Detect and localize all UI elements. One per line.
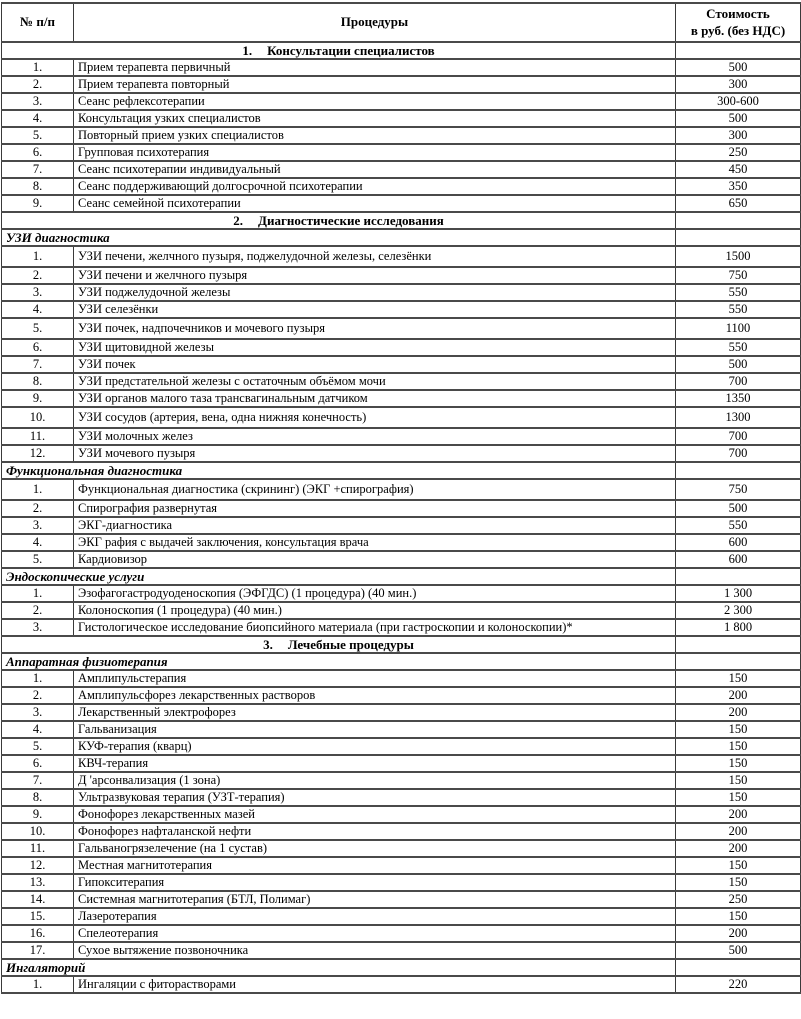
procedure-name: Сеанс семейной психотерапии (74, 195, 676, 212)
procedure-name: Сухое вытяжение позвоночника (74, 942, 676, 959)
subsection-title: Функциональная диагностика (2, 462, 676, 479)
row-number: 13. (2, 874, 74, 891)
procedure-price: 150 (676, 857, 801, 874)
procedure-name: КУФ-терапия (кварц) (74, 738, 676, 755)
price-table (1, 2, 801, 994)
table-row (2, 373, 801, 390)
procedure-name: Спелеотерапия (74, 925, 676, 942)
procedure-name: Амплипульсфорез лекарственных растворов (74, 687, 676, 704)
procedure-price: 700 (676, 445, 801, 462)
procedure-name: УЗИ почек (74, 356, 676, 373)
table-row (2, 76, 801, 93)
row-number: 4. (2, 110, 74, 127)
procedure-price: 700 (676, 428, 801, 445)
procedure-price: 450 (676, 161, 801, 178)
table-row (2, 93, 801, 110)
row-number: 2. (2, 687, 74, 704)
column-header-cost (676, 3, 801, 42)
row-number: 8. (2, 373, 74, 390)
procedure-name: Сеанс психотерапии индивидуальный (74, 161, 676, 178)
empty-price-cell (676, 229, 801, 246)
table-row (2, 891, 801, 908)
procedure-name: Прием терапевта первичный (74, 59, 676, 76)
subsection-row (2, 653, 801, 670)
section-title (2, 212, 676, 229)
procedure-price: 150 (676, 772, 801, 789)
row-number: 6. (2, 755, 74, 772)
procedure-price: 750 (676, 479, 801, 500)
table-row (2, 445, 801, 462)
row-number: 7. (2, 161, 74, 178)
table-row (2, 246, 801, 267)
procedure-price: 250 (676, 144, 801, 161)
procedure-name: Гальваногрязелечение (на 1 сустав) (74, 840, 676, 857)
procedure-price: 650 (676, 195, 801, 212)
procedure-name: Групповая психотерапия (74, 144, 676, 161)
procedure-price: 200 (676, 806, 801, 823)
procedure-price: 150 (676, 738, 801, 755)
row-number: 3. (2, 517, 74, 534)
procedure-name: Местная магнитотерапия (74, 857, 676, 874)
table-row (2, 339, 801, 356)
procedure-price: 150 (676, 755, 801, 772)
procedure-name: УЗИ селезёнки (74, 301, 676, 318)
procedure-name: Гальванизация (74, 721, 676, 738)
table-row (2, 721, 801, 738)
table-row (2, 428, 801, 445)
row-number: 17. (2, 942, 74, 959)
procedure-price: 500 (676, 500, 801, 517)
row-number: 9. (2, 195, 74, 212)
table-row (2, 925, 801, 942)
table-row (2, 407, 801, 428)
row-number: 7. (2, 772, 74, 789)
column-header-number: № п/п (2, 3, 74, 42)
procedure-price: 750 (676, 267, 801, 284)
subsection-title: Ингаляторий (2, 959, 676, 976)
procedure-price: 550 (676, 339, 801, 356)
table-row (2, 551, 801, 568)
procedure-price: 300-600 (676, 93, 801, 110)
section-row (2, 636, 801, 653)
procedure-price: 200 (676, 840, 801, 857)
procedure-price: 200 (676, 925, 801, 942)
row-number: 12. (2, 445, 74, 462)
procedure-price: 150 (676, 789, 801, 806)
section-row (2, 212, 801, 229)
row-number: 2. (2, 602, 74, 619)
empty-price-cell (676, 212, 801, 229)
procedure-name: Прием терапевта повторный (74, 76, 676, 93)
empty-price-cell (676, 42, 801, 59)
table-row (2, 738, 801, 755)
procedure-name: Ультразвуковая терапия (УЗТ-терапия) (74, 789, 676, 806)
row-number: 14. (2, 891, 74, 908)
table-row (2, 704, 801, 721)
procedure-name: УЗИ органов малого таза трансвагинальным датчиком (74, 390, 676, 407)
table-row (2, 144, 801, 161)
procedure-name: КВЧ-терапия (74, 755, 676, 772)
row-number: 3. (2, 704, 74, 721)
procedure-name: Сеанс рефлексотерапии (74, 93, 676, 110)
procedure-price: 1100 (676, 318, 801, 339)
procedure-name: УЗИ сосудов (артерия, вена, одна нижняя конечность) (74, 407, 676, 428)
row-number: 11. (2, 840, 74, 857)
table-row (2, 874, 801, 891)
procedure-name: УЗИ почек, надпочечников и мочевого пузыря (74, 318, 676, 339)
procedure-name: Лекарственный электрофорез (74, 704, 676, 721)
cost-header-line1: Стоимость (706, 6, 770, 22)
row-number: 11. (2, 428, 74, 445)
row-number: 2. (2, 267, 74, 284)
empty-price-cell (676, 653, 801, 670)
row-number: 1. (2, 585, 74, 602)
row-number: 2. (2, 500, 74, 517)
subsection-row (2, 959, 801, 976)
row-number: 1. (2, 479, 74, 500)
row-number: 9. (2, 806, 74, 823)
procedure-price: 600 (676, 534, 801, 551)
procedure-name: УЗИ печени и желчного пузыря (74, 267, 676, 284)
subsection-row (2, 568, 801, 585)
procedure-price: 2 300 (676, 602, 801, 619)
subsection-row (2, 462, 801, 479)
section-row (2, 42, 801, 59)
procedure-name: УЗИ молочных желез (74, 428, 676, 445)
table-row (2, 390, 801, 407)
procedure-price: 300 (676, 76, 801, 93)
procedure-price: 250 (676, 891, 801, 908)
row-number: 5. (2, 738, 74, 755)
row-number: 7. (2, 356, 74, 373)
procedure-name: Д 'арсонвализация (1 зона) (74, 772, 676, 789)
row-number: 6. (2, 339, 74, 356)
procedure-price: 220 (676, 976, 801, 993)
table-row (2, 195, 801, 212)
row-number: 10. (2, 407, 74, 428)
procedure-price: 150 (676, 670, 801, 687)
table-row (2, 318, 801, 339)
row-number: 1. (2, 976, 74, 993)
procedure-price: 150 (676, 874, 801, 891)
procedure-name: Консультация узких специалистов (74, 110, 676, 127)
procedure-name: УЗИ поджелудочной железы (74, 284, 676, 301)
section-number: 1. (242, 42, 253, 58)
row-number: 4. (2, 534, 74, 551)
section-title (2, 636, 676, 653)
procedure-name: УЗИ предстательной железы с остаточным объёмом мочи (74, 373, 676, 390)
table-row (2, 806, 801, 823)
procedure-name: Функциональная диагностика (скрининг) (ЭКГ +спирография) (74, 479, 676, 500)
table-row (2, 517, 801, 534)
row-number: 8. (2, 789, 74, 806)
table-row (2, 284, 801, 301)
procedure-price: 1300 (676, 407, 801, 428)
row-number: 8. (2, 178, 74, 195)
table-row (2, 619, 801, 636)
procedure-price: 200 (676, 704, 801, 721)
row-number: 4. (2, 721, 74, 738)
subsection-title: УЗИ диагностика (2, 229, 676, 246)
cost-header-line2: в руб. (без НДС) (690, 22, 786, 38)
table-row (2, 479, 801, 500)
procedure-name: Гистологическое исследование биопсийного материала (при гастроскопии и колоноскопии)* (74, 619, 676, 636)
row-number: 3. (2, 619, 74, 636)
section-text: Лечебные процедуры (287, 636, 414, 652)
procedure-name: Сеанс поддерживающий долгосрочной психотерапии (74, 178, 676, 195)
procedure-price: 500 (676, 356, 801, 373)
table-row (2, 976, 801, 993)
table-row (2, 585, 801, 602)
subsection-title: Эндоскопические услуги (2, 568, 676, 585)
price-table-header (2, 3, 801, 42)
procedure-price: 150 (676, 908, 801, 925)
empty-price-cell (676, 959, 801, 976)
table-row (2, 59, 801, 76)
procedure-price: 550 (676, 284, 801, 301)
table-row (2, 789, 801, 806)
row-number: 9. (2, 390, 74, 407)
procedure-price: 500 (676, 110, 801, 127)
table-row (2, 772, 801, 789)
price-table-body (2, 42, 801, 993)
row-number: 12. (2, 857, 74, 874)
row-number: 16. (2, 925, 74, 942)
empty-price-cell (676, 568, 801, 585)
procedure-name: УЗИ щитовидной железы (74, 339, 676, 356)
procedure-price: 1350 (676, 390, 801, 407)
procedure-price: 550 (676, 301, 801, 318)
subsection-title: Аппаратная физиотерапия (2, 653, 676, 670)
procedure-name: Эзофагогастродуоденоскопия (ЭФГДС) (1 процедура) (40 мин.) (74, 585, 676, 602)
row-number: 1. (2, 670, 74, 687)
row-number: 5. (2, 318, 74, 339)
section-title (2, 42, 676, 59)
table-row (2, 840, 801, 857)
table-row (2, 670, 801, 687)
row-number: 2. (2, 76, 74, 93)
row-number: 4. (2, 301, 74, 318)
table-row (2, 267, 801, 284)
table-row (2, 110, 801, 127)
procedure-name: Фонофорез нафталанской нефти (74, 823, 676, 840)
procedure-price: 200 (676, 687, 801, 704)
table-row (2, 755, 801, 772)
procedure-price: 500 (676, 942, 801, 959)
procedure-price: 700 (676, 373, 801, 390)
row-number: 10. (2, 823, 74, 840)
row-number: 3. (2, 284, 74, 301)
procedure-name: Колоноскопия (1 процедура) (40 мин.) (74, 602, 676, 619)
procedure-name: ЭКГ-диагностика (74, 517, 676, 534)
procedure-name: ЭКГ рафия с выдачей заключения, консультация врача (74, 534, 676, 551)
row-number: 15. (2, 908, 74, 925)
row-number: 3. (2, 93, 74, 110)
procedure-price: 500 (676, 59, 801, 76)
table-row (2, 127, 801, 144)
table-row (2, 942, 801, 959)
section-number: 2. (233, 212, 244, 228)
procedure-name: УЗИ мочевого пузыря (74, 445, 676, 462)
table-row (2, 534, 801, 551)
column-header-procedures: Процедуры (74, 3, 676, 42)
table-row (2, 687, 801, 704)
section-text: Консультации специалистов (267, 42, 435, 58)
procedure-price: 600 (676, 551, 801, 568)
row-number: 1. (2, 59, 74, 76)
procedure-name: Лазеротерапия (74, 908, 676, 925)
procedure-name: Кардиовизор (74, 551, 676, 568)
empty-price-cell (676, 462, 801, 479)
section-text: Диагностические исследования (258, 212, 444, 228)
procedure-price: 150 (676, 721, 801, 738)
procedure-name: Ингаляции с фиторастворами (74, 976, 676, 993)
row-number: 1. (2, 246, 74, 267)
table-row (2, 823, 801, 840)
table-row (2, 857, 801, 874)
procedure-price: 550 (676, 517, 801, 534)
empty-price-cell (676, 636, 801, 653)
table-row (2, 178, 801, 195)
procedure-price: 1 300 (676, 585, 801, 602)
table-row (2, 356, 801, 373)
procedure-name: Гипокситерапия (74, 874, 676, 891)
header-row (2, 3, 801, 42)
subsection-row (2, 229, 801, 246)
procedure-name: УЗИ печени, желчного пузыря, поджелудочной железы, селезёнки (74, 246, 676, 267)
procedure-name: Фонофорез лекарственных мазей (74, 806, 676, 823)
procedure-price: 1 800 (676, 619, 801, 636)
row-number: 5. (2, 127, 74, 144)
row-number: 5. (2, 551, 74, 568)
section-number: 3. (263, 636, 273, 652)
table-row (2, 500, 801, 517)
table-row (2, 161, 801, 178)
procedure-price: 200 (676, 823, 801, 840)
procedure-name: Системная магнитотерапия (БТЛ, Полимаг) (74, 891, 676, 908)
procedure-price: 1500 (676, 246, 801, 267)
table-row (2, 602, 801, 619)
table-row (2, 908, 801, 925)
procedure-name: Повторный прием узких специалистов (74, 127, 676, 144)
procedure-price: 300 (676, 127, 801, 144)
row-number: 6. (2, 144, 74, 161)
table-row (2, 301, 801, 318)
procedure-name: Спирография развернутая (74, 500, 676, 517)
procedure-price: 350 (676, 178, 801, 195)
procedure-name: Амплипульстерапия (74, 670, 676, 687)
